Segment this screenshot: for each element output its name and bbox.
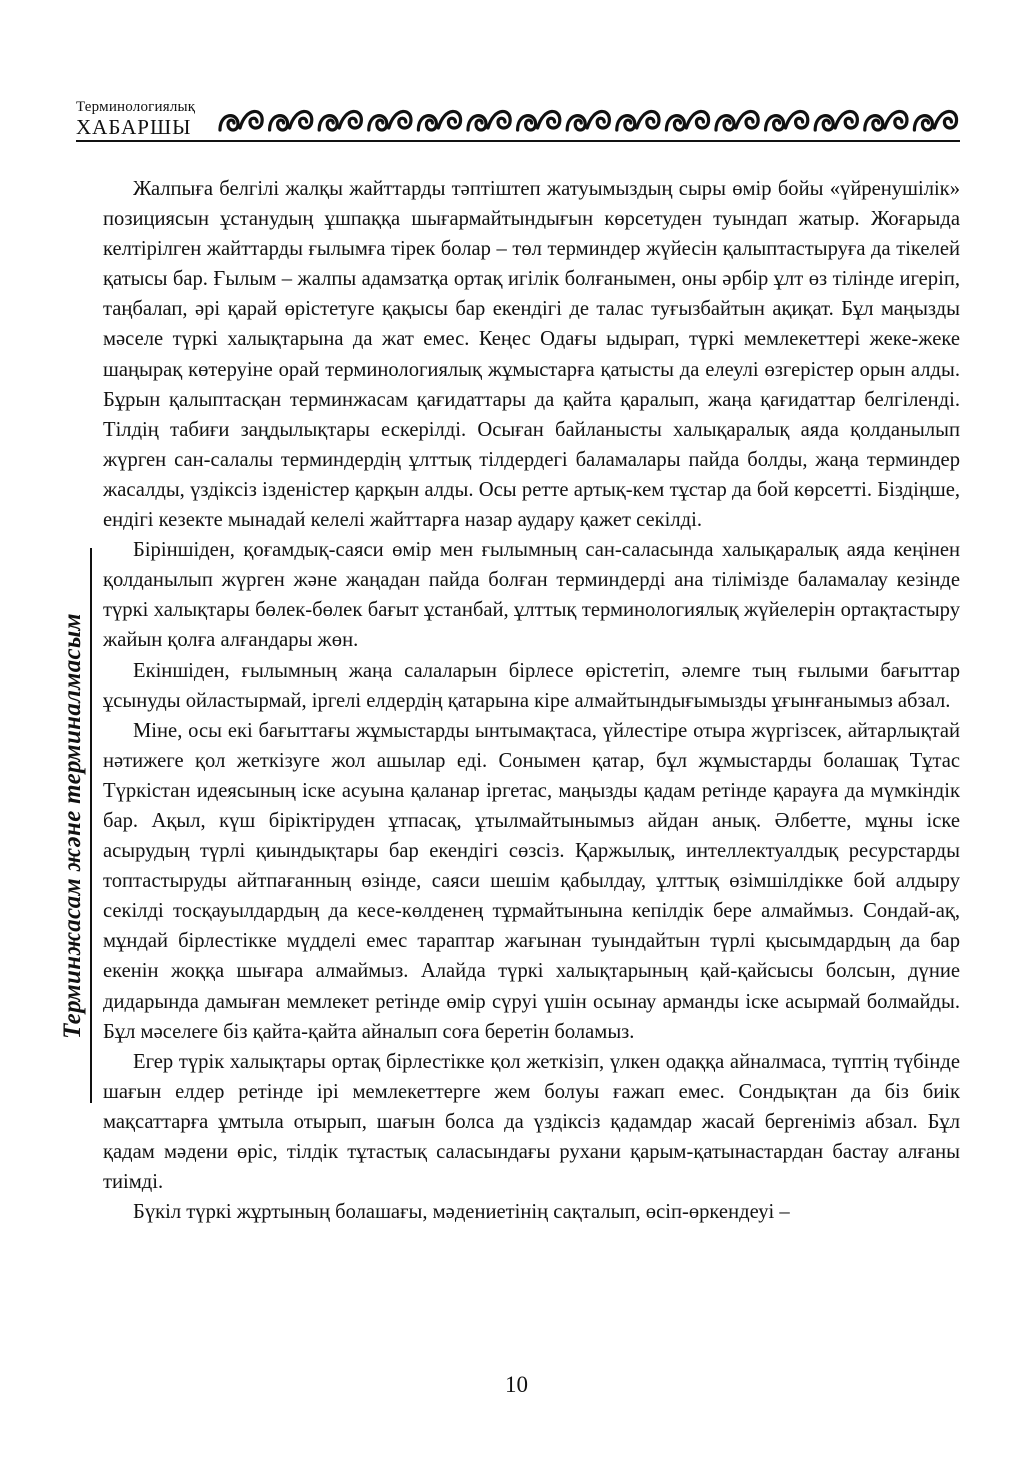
paragraph: Міне, осы екі бағыттағы жұмыстарды ынтымақтаса, үйлестіре отыра жүргізсек, айтарлықтай нәтижеге қол жеткізуге жол ашылар еді. Сонымен қатар, бұл жұмыстарды болашақ Тұтас Түркістан идеясының іске асуына қаланар іргетас, маңызды қадам ретінде қарауға да мүмкіндік бар. Ақыл, күш біріктіруден ұтпасақ, ұтылмайтынымыз айдан анық. Әлбетте, мұны іске асырудың түрлі қиындықтары бар екендігі сөзсіз. Қаржылық, интеллектуалдық ресурстарды топтастыруды айтпағанның өзінде, саяси шешім қабылдау, ұлттық өзімшілдікке бой алдыру секілді тосқауылдардың да кесе-көлденең тұрмайтынына кепілдік бере алмаймыз. Сондай-ақ, мұндай бірлестікке мүдделі емес тараптар жағынан туындайтын түрлі қысымдардың да бар екенін жоққа шығара алмаймыз. Алайда түркі халықтарының қай-қайсысы болсын, дүние дидарында дамыған мемлекет ретінде өмір сүруі үшін осынау арманды іске асырмай болмайды. Бұл мәселеге біз қайта-қайта айналып соға беретін боламыз.	[103, 719, 960, 1043]
side-title-block	[52, 548, 94, 1103]
side-title: Терминжасам және терминалмасым	[59, 612, 86, 1039]
paragraph: Бүкіл түркі жұртының болашағы, мәдениетінің сақталып, өсіп-өркендеуі –	[133, 1201, 790, 1224]
page-header	[76, 100, 960, 142]
journal-title-small: Терминологиялық	[76, 99, 196, 115]
paragraph: Жалпыға белгілі жалқы жайттарды тәптіштеп жатуымыздың сыры өмір бойы «үйренушілік» позициясын ұстанудың ұшпаққа шығармайтындығын көрсетуден туындап жатыр. Жоғарыда келтірілген жайттарды ғылымға тірек болар – төл терминдер жүйесін қалыптастыруға да тікелей қатысы бар. Ғылым – жалпы адамзатқа ортақ игілік болғанымен, оны әрбір ұлт өз тілінде игеріп, таңбалап, әрі қарай өрістетуге қақысы бар екендігі де талас туғызбайтын ақиқат. Бұл маңызды мәселе түркі халықтарына да жат емес. Кеңес Одағы ыдырап, түркі мемлекеттері жеке-жеке шаңырақ көтеруіне орай терминологиялық жұмыстарға қатысты да елеулі өзгерістер орын алды. Бұрын қалыптасқан терминжасам қағидаттары да қайта қаралып, жаңа қағидаттар белгіленді. Тілдің табиғи заңдылықтары ескерілді. Осыған байланысты халықаралық аяда қолданылып жүрген сан-салалы терминдердің ұлттық тілдердегі баламалары пайда болды, жаңа терминдер жасалды, үздіксіз ізденістер қарқын алды. Осы ретте артық-кем тұстар да бой көрсетті. Біздіңше, ендігі кезекте мынадай келелі жайттарға назар аудару қажет секілді.	[103, 178, 960, 532]
side-rule	[90, 548, 92, 1103]
paragraph: Егер түрік халықтары ортақ бірлестікке қол жеткізіп, үлкен одаққа айналмаса, түптің түбінде шағын елдер ретінде ірі мемлекеттерге жем болуы ғажап емес. Сондықтан да біз биік мақсаттарға ұмтыла отырып, шағын болса да үздіксіз қадамдар жасай бергеніміз абзал. Бұл қадам мәдени өріс, тілдік тұтастық саласындағы рухани қарым-қатынастардан бастау алғаны тиімді.	[103, 1050, 960, 1194]
journal-title	[76, 100, 195, 138]
header-rule	[76, 140, 960, 142]
journal-title-big: ХАБАРШЫ	[76, 115, 192, 139]
paragraph: Екіншіден, ғылымның жаңа салаларын бірлесе өрістетіп, әлемге тың ғылыми бағыттар ұсынуды ойластырмай, іргелі елдердің қатарына кіре алмайтындығымызды ұғынғанымыз абзал.	[103, 659, 960, 712]
paragraph: Біріншіден, қоғамдық-саяси өмір мен ғылымның сан-саласында халықаралық аяда кеңінен қолданылып жүрген және жаңадан пайда болған терминдерді ана тілімізде баламалау кезінде түркі халықтары бөлек-бөлек бағыт ұстанбай, ұлттық терминологиялық жүйелерін ортақтастыру жайын қолға алғандары жөн.	[103, 539, 960, 652]
article-body	[103, 174, 960, 1227]
scroll-ornament-icon	[216, 102, 960, 136]
page-number: 10	[505, 1372, 528, 1397]
